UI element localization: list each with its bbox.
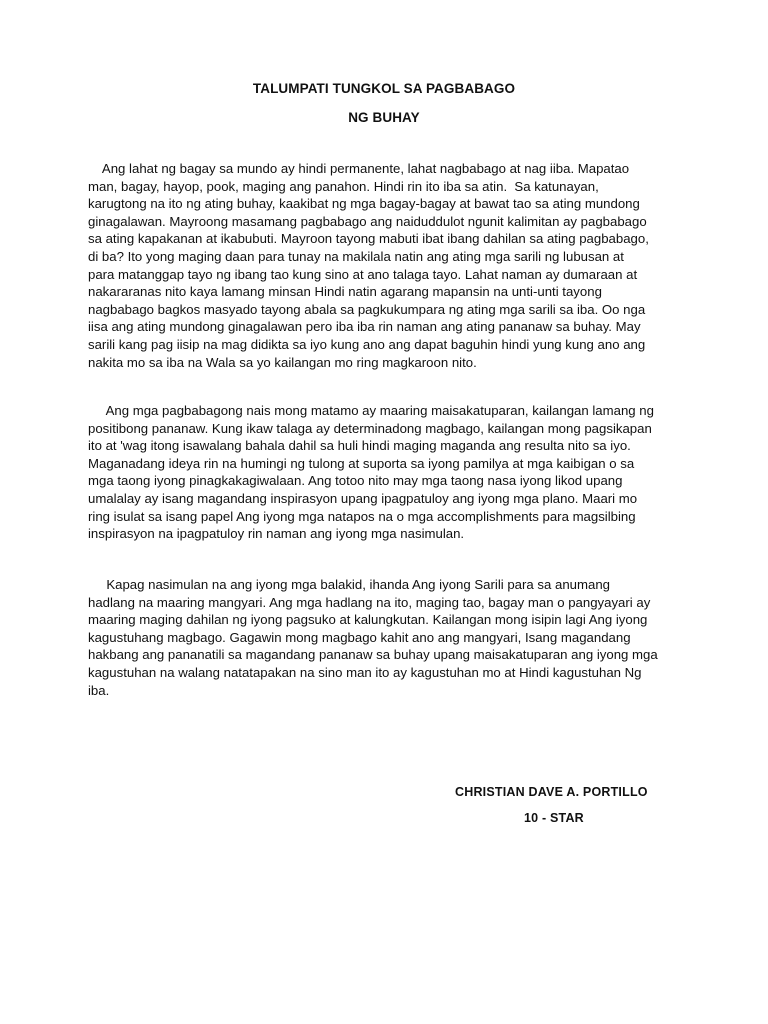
- document-title-line-1: TALUMPATI TUNGKOL SA PAGBABAGO: [252, 81, 516, 96]
- paragraph-line: hakbang ang pananatili sa magandang pananaw sa buhay upang maisakatuparan ang iyong mga: [88, 647, 658, 663]
- paragraph-line: iba.: [88, 682, 110, 698]
- author-section: 10 - STAR: [524, 811, 584, 825]
- paragraph-line: Ang lahat ng bagay sa mundo ay hindi permanente, lahat nagbabago at nag iiba. Mapatao: [88, 161, 630, 176]
- paragraph-line: di ba? Ito yong maging daan para tunay na makilala natin ang ating mga sarili ng lubusan at: [88, 248, 624, 264]
- paragraph-line: nakararanas nito kaya lamang minsan Hindi natin agarang mapansin na unti-unti tayong: [88, 284, 602, 300]
- paragraph-line: para matanggap tayo ng ibang tao kung sino at ano talaga tayo. Lahat naman ay dumaraan at: [88, 266, 638, 282]
- paragraph-line: iisa ang ating mundong ginagalawan pero iba iba rin naman ang ating pananaw sa buhay. May: [88, 319, 641, 335]
- paragraph-3: [88, 576, 688, 699]
- paragraph-line: positibong pananaw. Kung ikaw talaga ay determinadong magbago, kailangan mong pagsikapan: [88, 420, 652, 436]
- paragraph-line: ito at 'wag itong isawalang bahala dahil sa huli hindi maging maganda ang resulta nito sa iyo.: [88, 438, 631, 454]
- paragraph-2: [88, 402, 688, 543]
- author-name: CHRISTIAN DAVE A. PORTILLO: [455, 785, 648, 799]
- paragraph-line: nagbabago bagkos masyado tayong abala sa pagkukumpara ng ating mga sarili sa iba. Oo nga: [88, 301, 646, 317]
- paragraph-line: mga taong iyong pinagkakagiwalaan. Ang totoo nito may mga taong nasa iyong likod upang: [88, 473, 623, 489]
- paragraph-line: man, bagay, hayop, pook, maging ang panahon. Hindi rin ito iba sa atin. Sa katunayan,: [88, 178, 599, 194]
- paragraph-line: kagustuhan na walang natatapakan na sino man ito ay kagustuhan mo at Hindi kagustuhan Ng: [88, 664, 642, 680]
- paragraph-line: Ang mga pagbabagong nais mong matamo ay maaring maisakatuparan, kailangan lamang ng: [88, 403, 654, 418]
- paragraph-1: [88, 160, 688, 371]
- paragraph-line: umalalay ay isang magandang inspirasyon upang ipagpatuloy ang iyong mga plano. Maari mo: [88, 490, 638, 506]
- document-title-line-2: NG BUHAY: [348, 110, 420, 125]
- paragraph-line: ginagalawan. Mayroong masamang pagbabago ang naiduddulot ngunit kalimitan ay pagbabago: [88, 213, 647, 229]
- paragraph-line: ring isulat sa isang papel Ang iyong mga natapos na o mga accomplishments para magsilbing: [88, 508, 636, 524]
- paragraph-line: sarili kang pag iisip na mag didikta sa iyo kung ano ang dapat baguhin hindi yung kung ano ang: [88, 336, 646, 352]
- paragraph-line: maaring maging dahilan ng iyong pagsuko at kalungkutan. Kailangan mong isipin lagi Ang iyong: [88, 612, 648, 628]
- paragraph-line: karugtong na ito ng ating buhay, kaakibat ng mga bagay-bagay at bawat tao sa ating mundong: [88, 196, 640, 212]
- paragraph-line: inspirasyon na ipagpatuloy rin naman ang iyong mga nasimulan.: [88, 526, 465, 542]
- paragraph-line: kagustuhang magbago. Gagawin mong magbago kahit ano ang mangyari, Isang magandang: [88, 629, 631, 645]
- paragraph-line: sa ating kapakanan at ikabubuti. Mayroon tayong mabuti ibat ibang dahilan sa ating pagbabago,: [88, 231, 649, 247]
- paragraph-line: hadlang na maaring mangyari. Ang mga hadlang na ito, maging tao, bagay man o pangyayari ay: [88, 594, 651, 610]
- paragraph-line: Kapag nasimulan na ang iyong mga balakid, ihanda Ang iyong Sarili para sa anumang: [88, 577, 610, 592]
- paragraph-line: Maganadang ideya rin na humingi ng tulong at suporta sa iyong pamilya at mga kaibigan o sa: [88, 455, 635, 471]
- paragraph-line: nakita mo sa iba na Wala sa yo kailangan mo ring magkaroon nito.: [88, 354, 477, 370]
